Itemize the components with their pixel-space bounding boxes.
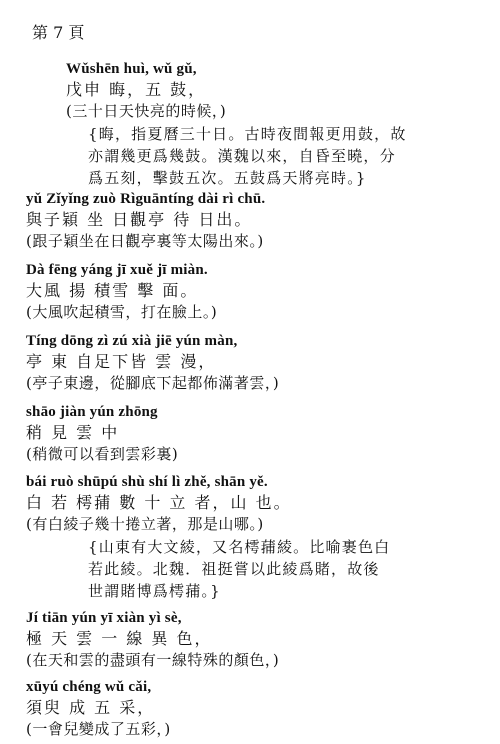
chinese-line: 稍 見 雲 中 [26, 423, 120, 442]
chinese-line: 與子穎 坐 日觀亭 待 日出。 [26, 210, 253, 229]
pinyin-line: bái ruò shūpú shù shí lì zhě, shān yě. [26, 474, 268, 490]
translation-line: (三十日天快亮的時候，) [66, 102, 227, 120]
translation-line: (有白綾子幾十捲立著，那是山哪。) [26, 515, 264, 533]
chinese-line: 須臾 成 五 采， [26, 698, 156, 717]
chinese-line: 極 天 雲 一 線 異 色， [26, 629, 213, 648]
annotation-line: 若此綾。北魏．祖挺嘗以此綾爲賭，故後 [88, 560, 380, 578]
pinyin-line: Wǔshēn huì, wǔ gǔ, [66, 61, 197, 77]
chinese-line: 戊申 晦，五 鼓， [66, 80, 207, 99]
chinese-line: 亭 東 自足下皆 雲 漫， [26, 352, 217, 371]
page-number: 第 7 頁 [32, 23, 85, 42]
pinyin-line: yǔ Zǐyǐng zuò Rìguāntíng dài rì chū. [26, 191, 266, 207]
annotation-line: 亦謂幾更爲幾鼓。漢魏以來，自昏至曉，分 [88, 147, 396, 165]
translation-line: (一會兒變成了五彩，) [26, 720, 171, 738]
chinese-line: 大風 揚 積雪 擊 面。 [26, 281, 199, 300]
pinyin-line: shāo jiàn yún zhōng [26, 404, 158, 420]
annotation-line: 爲五刻，擊鼓五次。五鼓爲天將亮時。} [88, 169, 367, 187]
chinese-line: 白 若 樗蒱 數 十 立 者，山 也。 [26, 493, 292, 512]
pinyin-line: xūyú chéng wǔ cǎi, [26, 679, 152, 695]
pinyin-line: Dà fēng yáng jī xuě jī miàn. [26, 262, 208, 278]
pinyin-line: Tíng dōng zì zú xià jiē yún màn, [26, 333, 238, 349]
translation-line: (大風吹起積雪，打在臉上。) [26, 303, 218, 321]
annotation-line: {晦，指夏曆三十日。古時夜間報更用鼓，故 [88, 125, 407, 143]
translation-line: (在天和雲的盡頭有一線特殊的顏色，) [26, 651, 280, 669]
pinyin-line: Jí tiān yún yī xiàn yì sè, [26, 610, 182, 626]
annotation-line: 世謂賭博爲樗蒱。} [88, 582, 221, 600]
translation-line: (亭子東邊，從腳底下起都佈滿著雲，) [26, 374, 280, 392]
translation-line: (稍微可以看到雲彩裏) [26, 445, 179, 463]
annotation-line: {山東有大文綾，又名樗蒱綾。比喻裹色白 [88, 538, 391, 556]
translation-line: (跟子穎坐在日觀亭裏等太陽出來。) [26, 232, 264, 250]
